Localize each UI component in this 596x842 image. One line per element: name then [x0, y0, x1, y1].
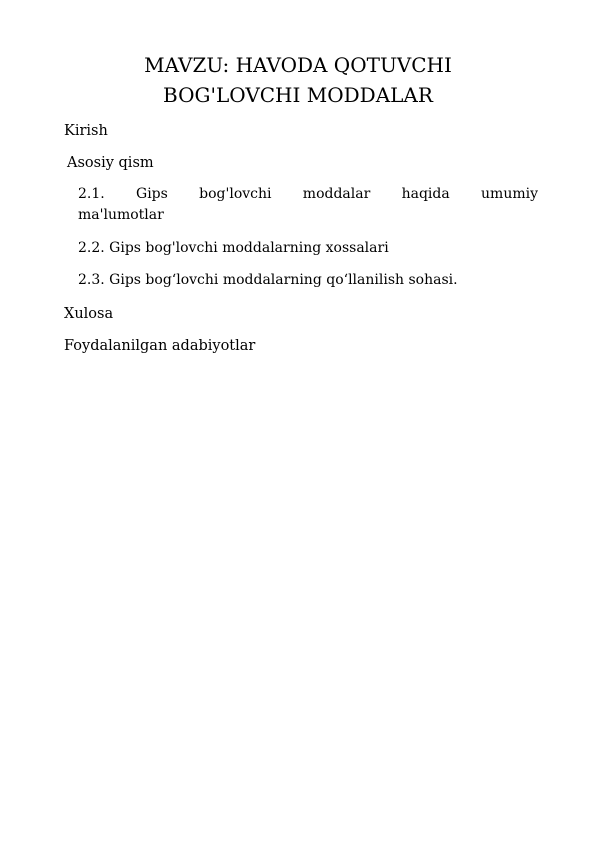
toc-item-conclusion: Xulosa: [64, 306, 114, 322]
toc-item-section-2-3: 2.3. Gips bog‘lovchi moddalarning qo‘llanilish sohasi.: [78, 272, 458, 288]
toc-item-section-2-1-line1: 2.1. Gips bog'lovchi moddalar haqida umumiy: [78, 186, 538, 202]
toc-item-references: Foydalanilgan adabiyotlar: [64, 338, 256, 354]
document-title: [60, 50, 536, 110]
toc-item-intro: Kirish: [64, 123, 108, 139]
title-line-1: MAVZU: HAVODA QOTUVCHI: [144, 53, 452, 77]
title-line-2: BOG'LOVCHI MODDALAR: [163, 83, 433, 107]
toc-item-section-2-1-line2: ma'lumotlar: [78, 207, 164, 223]
toc-item-main-part: Asosiy qism: [67, 155, 154, 171]
toc-item-section-2-2: 2.2. Gips bog'lovchi moddalarning xossalari: [78, 240, 389, 256]
